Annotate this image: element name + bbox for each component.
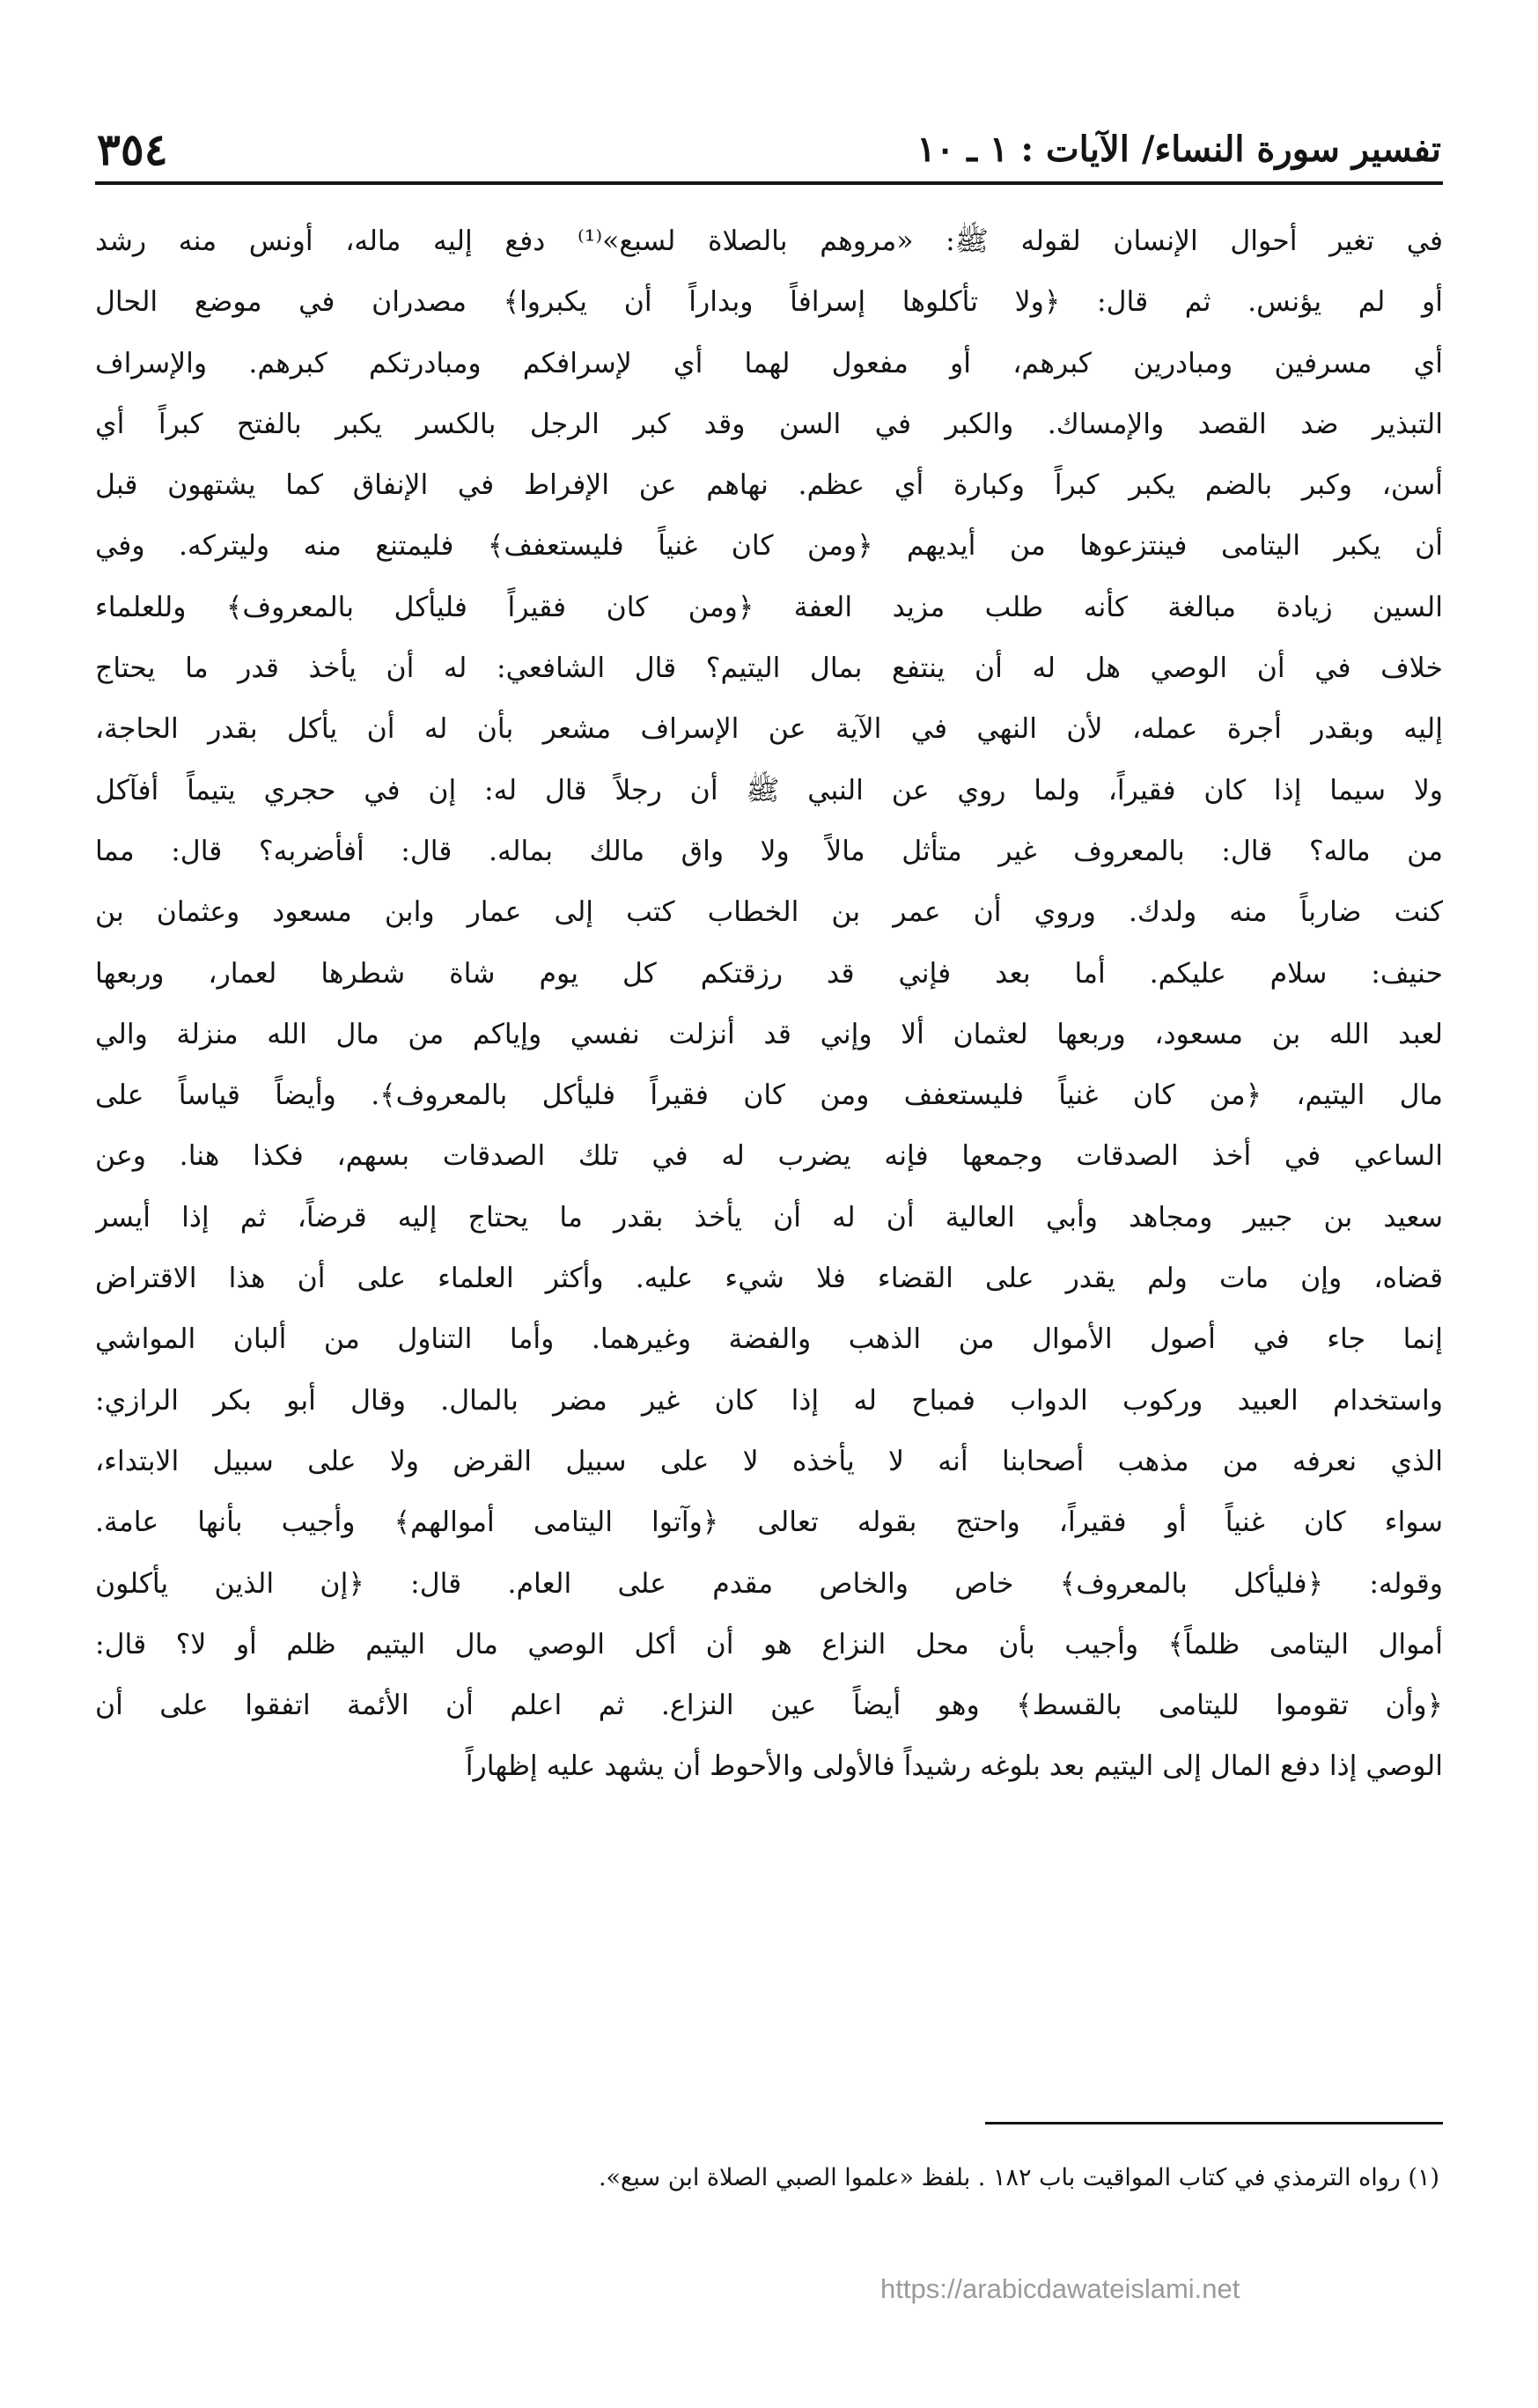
text-line: سواء كان غنياً أو فقيراً، واحتج بقوله تعالى ﴿وآتوا اليتامى أموالهم﴾ وأجيب بأنها عامة. xyxy=(95,1506,1443,1539)
text-line: الذي نعرفه من مذهب أصحابنا أنه لا يأخذه لا على سبيل القرض ولا على سبيل الابتداء، xyxy=(95,1445,1443,1477)
text-line: إليه وبقدر أجرة عمله، لأن النهي في الآية عن الإسراف مشعر بأن له أن يأكل بقدر الحاجة، xyxy=(95,713,1443,746)
text-line: وقوله: ﴿فليأكل بالمعروف﴾ خاص والخاص مقدم على العام. قال: ﴿إن الذين يأكلون xyxy=(95,1567,1443,1600)
text-line: أموال اليتامى ظلماً﴾ وأجيب بأن محل النزاع هو أن أكل الوصي مال اليتيم ظلم أو لا؟ قال: xyxy=(95,1628,1443,1661)
text-line: كنت ضارباً منه ولدك. وروي أن عمر بن الخطاب كتب إلى عمار وابن مسعود وعثمان بن xyxy=(95,896,1443,929)
text-line: ولا سيما إذا كان فقيراً، ولما روي عن النبي ﷺ أن رجلاً قال له: إن في حجري يتيماً أفآكل xyxy=(95,774,1443,806)
running-title: تفسير سورة النساء/ الآيات : ١ ـ ١٠ xyxy=(916,128,1441,170)
text-line: في تغير أحوال الإنسان لقوله ﷺ: «مروهم بالصلاة لسبع»⁽¹⁾ دفع إليه ماله، أونس منه رشد xyxy=(95,225,1443,257)
watermark-url: https://arabicdawateislami.net xyxy=(880,2273,1240,2304)
text-line: لعبد الله بن مسعود، وربعها لعثمان ألا وإني قد أنزلت نفسي وإياكم من مال الله منزلة والي xyxy=(95,1018,1443,1050)
text-line: من ماله؟ قال: بالمعروف غير متأثل مالاً ولا واق مالك بماله. قال: أفأضربه؟ قال: مما xyxy=(95,835,1443,867)
text-line: أو لم يؤنس. ثم قال: ﴿ولا تأكلوها إسرافاً وبداراً أن يكبروا﴾ مصدران في موضع الحال xyxy=(95,286,1443,319)
text-line: أن يكبر اليتامى فينتزعوها من أيديهم ﴿ومن كان غنياً فليستعفف﴾ فليمتنع منه وليتركه. وفي xyxy=(95,530,1443,563)
text-line: أسن، وكبر بالضم يكبر كبراً وكبارة أي عظم. نهاهم عن الإفراط في الإنفاق كما يشتهون قبل xyxy=(95,469,1443,502)
text-line: الوصي إذا دفع المال إلى اليتيم بعد بلوغه رشيداً فالأولى والأحوط أن يشهد عليه إظهاراً xyxy=(465,1750,1443,1783)
page-header xyxy=(97,122,1441,176)
text-line: ﴿وأن تقوموا لليتامى بالقسط﴾ وهو أيضاً عين النزاع. ثم اعلم أن الأئمة اتفقوا على أن xyxy=(95,1690,1443,1722)
header-rule xyxy=(95,181,1443,185)
body-text xyxy=(95,211,1443,1798)
text-line: التبذير ضد القصد والإمساك. والكبر في السن وقد كبر الرجل بالكسر يكبر بالفتح كبراً أي xyxy=(95,408,1443,440)
footnote: (١) رواه الترمذي في كتاب المواقيت باب ١٨٢ . بلفظ «علموا الصبي الصلاة ابن سبع». xyxy=(598,2164,1439,2191)
text-line: مال اليتيم، ﴿من كان غنياً فليستعفف ومن كان فقيراً فليأكل بالمعروف﴾. وأيضاً قياساً على xyxy=(95,1079,1443,1112)
text-line: خلاف في أن الوصي هل له أن ينتفع بمال اليتيم؟ قال الشافعي: له أن يأخذ قدر ما يحتاج xyxy=(95,652,1443,685)
text-line: حنيف: سلام عليكم. أما بعد فإني قد رزقتكم كل يوم شاة شطرها لعمار، وربعها xyxy=(95,957,1443,990)
text-line: واستخدام العبيد وركوب الدواب فمباح له إذا كان غير مضر بالمال. وقال أبو بكر الرازي: xyxy=(95,1384,1443,1417)
text-line: أي مسرفين ومبادرين كبرهم، أو مفعول لهما أي لإسرافكم ومبادرتكم كبرهم. والإسراف xyxy=(95,347,1443,379)
text-line: الساعي في أخذ الصدقات وجمعها فإنه يضرب له في تلك الصدقات بسهم، فكذا هنا. وعن xyxy=(95,1140,1443,1173)
page-number: ٣٥٤ xyxy=(97,122,168,175)
text-line: إنما جاء في أصول الأموال من الذهب والفضة وغيرهما. وأما التناول من ألبان المواشي xyxy=(95,1323,1443,1356)
text-line: سعيد بن جبير ومجاهد وأبي العالية أن له أن يأخذ بقدر ما يحتاج إليه قرضاً، ثم إذا أيسر xyxy=(95,1201,1443,1233)
footnote-rule xyxy=(985,2122,1443,2124)
text-line: السين زيادة مبالغة كأنه طلب مزيد العفة ﴿ومن كان فقيراً فليأكل بالمعروف﴾ وللعلماء xyxy=(95,591,1443,623)
text-line: قضاه، وإن مات ولم يقدر على القضاء فلا شيء عليه. وأكثر العلماء على أن هذا الاقتراض xyxy=(95,1263,1443,1295)
